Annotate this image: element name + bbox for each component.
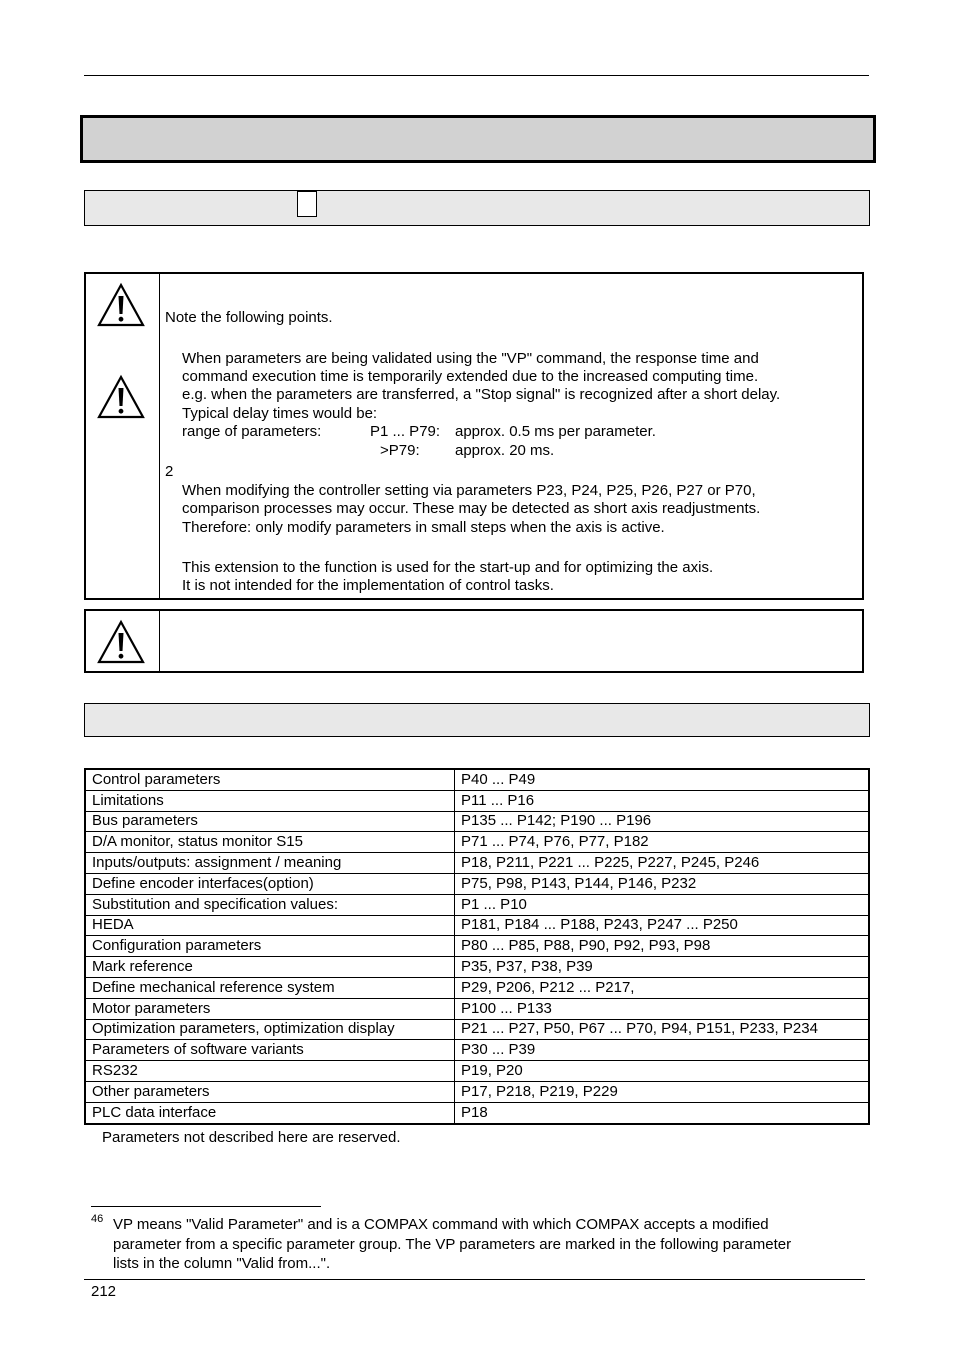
table-row [85, 853, 869, 874]
footnote-line: lists in the column "Valid from...". [113, 1255, 331, 1272]
parameter-group-cell: Configuration parameters [85, 936, 455, 957]
warning-point2-number: 2 [165, 463, 174, 480]
table-row [85, 811, 869, 832]
warning-intro: Note the following points. [165, 309, 333, 326]
table-row [85, 1019, 869, 1040]
parameter-range-cell: P100 ... P133 [455, 998, 870, 1019]
warning-point1-line: e.g. when the parameters are transferred, a "Stop signal" is recognized after a short delay. [182, 386, 781, 403]
table-row [85, 873, 869, 894]
parameter-group-cell: Control parameters [85, 769, 455, 790]
table-row [85, 1102, 869, 1123]
heading-marker-box [297, 191, 317, 217]
table-note: Parameters not described here are reserved. [102, 1129, 401, 1146]
warning-point1-line: command execution time is temporarily extended due to the increased computing time. [182, 368, 759, 385]
parameter-range-cell: P35, P37, P38, P39 [455, 957, 870, 978]
parameter-group-cell: Parameters of software variants [85, 1040, 455, 1061]
warning-point2-line: Therefore: only modify parameters in small steps when the axis is active. [182, 519, 665, 536]
footnote-number: 46 [91, 1213, 104, 1225]
parameter-group-cell: Substitution and specification values: [85, 894, 455, 915]
footer-rule [84, 1279, 865, 1280]
parameter-group-cell: HEDA [85, 915, 455, 936]
parameter-range-cell: P40 ... P49 [455, 769, 870, 790]
footnote-rule [91, 1206, 321, 1207]
parameter-range-cell: P1 ... P10 [455, 894, 870, 915]
parameter-group-cell: Limitations [85, 790, 455, 811]
warning-point2-line: comparison processes may occur. These may be detected as short axis readjustments. [182, 500, 761, 517]
warning-point1-line: Typical delay times would be: [182, 405, 378, 422]
delay-range: >P79: [380, 442, 420, 459]
parameter-range-cell: P21 ... P27, P50, P67 ... P70, P94, P151, P233, P234 [455, 1019, 870, 1040]
parameter-group-cell: Inputs/outputs: assignment / meaning [85, 853, 455, 874]
parameter-range-cell: P30 ... P39 [455, 1040, 870, 1061]
parameter-range-cell: P18 [455, 1102, 870, 1123]
parameter-range-cell: P17, P218, P219, P229 [455, 1081, 870, 1102]
warning-triangle-icon [96, 619, 146, 665]
parameter-group-cell: Define encoder interfaces(option) [85, 873, 455, 894]
warning-triangle-icon [96, 374, 146, 420]
section-heading-bar [84, 190, 870, 226]
header-rule [84, 75, 869, 76]
chapter-title-bar [80, 115, 876, 163]
parameter-range-cell: P75, P98, P143, P144, P146, P232 [455, 873, 870, 894]
parameter-range-cell: P19, P20 [455, 1061, 870, 1082]
table-row [85, 957, 869, 978]
table-row [85, 936, 869, 957]
parameter-range-cell: P11 ... P16 [455, 790, 870, 811]
parameter-groups-table [84, 768, 870, 1125]
parameter-group-cell: RS232 [85, 1061, 455, 1082]
parameter-range-cell: P71 ... P74, P76, P77, P182 [455, 832, 870, 853]
parameter-group-cell: Motor parameters [85, 998, 455, 1019]
parameter-group-cell: D/A monitor, status monitor S15 [85, 832, 455, 853]
parameter-range-cell: P29, P206, P212 ... P217, [455, 977, 870, 998]
delay-label: range of parameters: [182, 423, 322, 440]
table-row [85, 832, 869, 853]
warning-icon-column [86, 274, 160, 598]
parameter-group-cell: Other parameters [85, 1081, 455, 1102]
delay-value: approx. 20 ms. [455, 442, 555, 459]
footnote-line: parameter from a specific parameter group. The VP parameters are marked in the following parameter [113, 1236, 792, 1253]
parameter-group-cell: Optimization parameters, optimization display [85, 1019, 455, 1040]
table-row [85, 894, 869, 915]
parameter-group-cell: PLC data interface [85, 1102, 455, 1123]
parameter-range-cell: P135 ... P142; P190 ... P196 [455, 811, 870, 832]
table-row [85, 790, 869, 811]
delay-value: approx. 0.5 ms per parameter. [455, 423, 656, 440]
table-row [85, 977, 869, 998]
table-row [85, 1061, 869, 1082]
warning-box-2 [84, 609, 864, 673]
warning-point3-line: It is not intended for the implementation of control tasks. [182, 577, 554, 594]
footnote-line: VP means "Valid Parameter" and is a COMPAX command with which COMPAX accepts a modified [113, 1216, 769, 1233]
warning-triangle-icon [96, 282, 146, 328]
parameter-group-cell: Mark reference [85, 957, 455, 978]
parameter-range-cell: P18, P211, P221 ... P225, P227, P245, P246 [455, 853, 870, 874]
table-row [85, 769, 869, 790]
warning-point1-line: When parameters are being validated using the "VP" command, the response time and [182, 350, 759, 367]
parameter-group-cell: Bus parameters [85, 811, 455, 832]
table-row [85, 998, 869, 1019]
page-number: 212 [91, 1283, 117, 1300]
table-row [85, 1081, 869, 1102]
delay-range: P1 ... P79: [370, 423, 441, 440]
table-row [85, 915, 869, 936]
warning-box [84, 272, 864, 600]
table-row [85, 1040, 869, 1061]
parameter-range-cell: P181, P184 ... P188, P243, P247 ... P250 [455, 915, 870, 936]
warning-icon-column [86, 611, 160, 671]
parameter-groups-heading-bar [84, 703, 870, 737]
parameter-range-cell: P80 ... P85, P88, P90, P92, P93, P98 [455, 936, 870, 957]
parameter-group-cell: Define mechanical reference system [85, 977, 455, 998]
warning-point3-line: This extension to the function is used for the start-up and for optimizing the axis. [182, 559, 714, 576]
warning-point2-line: When modifying the controller setting via parameters P23, P24, P25, P26, P27 or P70, [182, 482, 756, 499]
